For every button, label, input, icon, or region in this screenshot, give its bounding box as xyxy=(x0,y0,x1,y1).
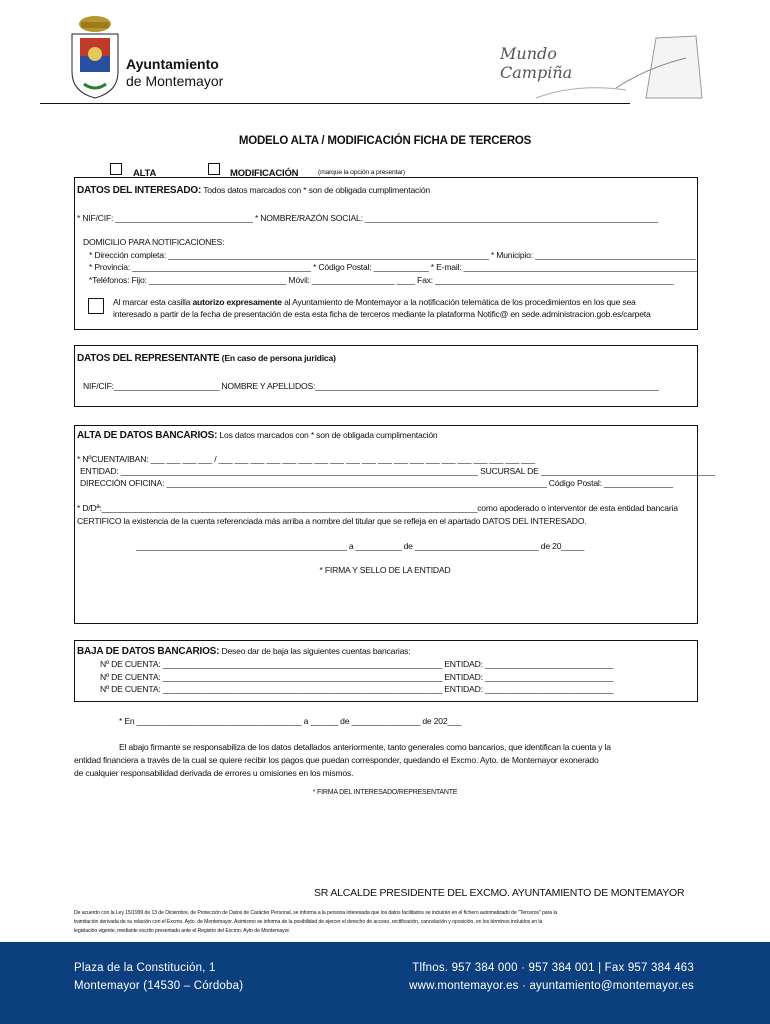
footer-phones: Tlfnos. 957 384 000 · 957 384 001 | Fax 957 384 463 xyxy=(412,962,694,974)
alta-label: ALTA xyxy=(133,168,157,179)
bancarios-firma: * FIRMA Y SELLO DE LA ENTIDAD xyxy=(319,565,451,575)
representante-heading: DATOS DEL REPRESENTANTE xyxy=(77,353,220,364)
coat-of-arms-logo xyxy=(66,14,124,100)
modificacion-label: MODIFICACIÓN xyxy=(230,168,299,179)
representante-heading-note: (En caso de persona jurídica) xyxy=(221,353,336,363)
dd-line[interactable]: * D/Dª:__________________________________________________________________________________como apoderado o interventor de esta entidad bancaria xyxy=(77,503,678,513)
legal-line-3: legislación vigente, mediante escrito presentado ante el Registro del Excmo. Ayto de Montemayor. xyxy=(74,928,291,934)
declaracion-p2: entidad financiera a través de la cual se quiere recibir los pagos que puedan corresponder, quedando el Excmo. Ayto. de Montemayor exonerado xyxy=(74,755,599,765)
baja-heading-note: Deseo dar de baja las siguientes cuentas bancarias: xyxy=(221,646,411,656)
notificacion-text-pre: Al marcar esta casilla xyxy=(113,297,193,307)
direccion-oficina-line[interactable]: DIRECCIÓN OFICINA: ___________________________________________________________________________________ Código Postal: _______________ xyxy=(80,478,673,488)
bancarios-fecha-line[interactable]: ______________________________________________ a __________ de ___________________________ de 20_____ xyxy=(136,541,585,551)
legal-line-2: tramitación derivada de su relación con el Excmo. Ayto. de Montemayor. Asimismo se informa de la posibilidad de ejercer el derecho de acceso, rectificación, cancelación y oposición, en los términos incluidos en la xyxy=(74,919,543,925)
form-title: MODELO ALTA / MODIFICACIÓN FICHA DE TERCEROS xyxy=(238,135,532,147)
notificacion-line1 xyxy=(113,297,636,307)
baja-heading: BAJA DE DATOS BANCARIOS: xyxy=(77,646,220,657)
lugar-fecha-line[interactable]: * En ____________________________________ a ______ de _______________ de 202___ xyxy=(119,716,462,726)
entidad-line[interactable]: ENTIDAD: ______________________________________________________________________________ SUCURSAL DE ______________________________________ xyxy=(80,466,715,476)
interesado-firma: * FIRMA DEL INTERESADO/REPRESENTANTE xyxy=(312,789,458,796)
baja-cuenta-row-1[interactable]: Nº DE CUENTA: _____________________________________________________________ ENTIDAD: ____________________________ xyxy=(100,659,614,669)
modificacion-checkbox[interactable] xyxy=(208,163,220,175)
nif-nombre-line[interactable]: * NIF/CIF: ______________________________ * NOMBRE/RAZÓN SOCIAL: ________________________________________________________________ xyxy=(77,213,659,223)
provincia-line[interactable]: * Provincia: _______________________________________ * Código Postal: ____________ * E-mail: ___________________________________________________ xyxy=(89,262,698,272)
domicilio-heading: DOMICILIO PARA NOTIFICACIONES: xyxy=(83,237,225,247)
legal-line-1: De acuerdo con la Ley 15/1999 de 13 de Diciembre, de Protección de Datos de Carácter Personal, se informa a la persona interesada que los datos facilitados se incluirán en el fichero automatizado de "Terceros" para la xyxy=(74,910,558,916)
option-hint: (marque la opción a presentar) xyxy=(318,169,405,176)
org-name-line1: Ayuntamiento xyxy=(126,56,219,72)
org-name-line2: de Montemayor xyxy=(126,73,224,89)
footer-bar xyxy=(0,942,770,1024)
telefonos-line[interactable]: *Teléfonos: Fijo: ______________________________ Móvil: __________________ ____ Fax: ____________________________________________________ xyxy=(89,275,674,285)
notificacion-line2: interesado a partir de la fecha de presentación de esta esta ficha de terceros mediante la plataforma Notific@ en sede.administracion.gob.es/carpeta xyxy=(113,309,651,319)
iban-line[interactable]: * NºCUENTA/IBAN: ___ ___ ___ ___ / ___ ___ ___ ___ ___ ___ ___ ___ ___ ___ ___ ___ ___ ___ ___ ___ ___ ___ ___ ___ xyxy=(77,454,536,464)
destinatario: SR ALCALDE PRESIDENTE DEL EXCMO. AYUNTAMIENTO DE MONTEMAYOR xyxy=(314,887,685,899)
notificacion-text-post: al Ayuntamiento de Montemayor a la notificación telemática de los procedimientos en los que sea xyxy=(281,297,636,307)
bancarios-heading-row xyxy=(77,430,438,441)
certifico-line: CERTIFICO la existencia de la cuenta referenciada más arriba a nombre del titular que se refleja en el apartado DATOS DEL INTERESADO. xyxy=(77,516,587,526)
interesado-heading-row xyxy=(77,185,430,196)
representante-line[interactable]: NIF/CIF:_______________________ NOMBRE Y APELLIDOS:___________________________________________________________________________ xyxy=(83,381,659,391)
declaracion-p3: de cualquier responsabilidad derivada de errores u omisiones en los mismos. xyxy=(74,768,354,778)
legal-text xyxy=(74,909,698,936)
representante-heading-row xyxy=(77,353,336,364)
notificacion-checkbox[interactable] xyxy=(88,298,104,314)
declaracion-p1: El abajo firmante se responsabiliza de los datos detallados anteriormente, tanto generales como bancarios, que identifican la cuenta y la xyxy=(119,742,611,752)
bancarios-heading-note: Los datos marcados con * son de obligada cumplimentación xyxy=(219,430,438,440)
interesado-heading-note: Todos datos marcados con * son de obligada cumplimentación xyxy=(203,185,430,195)
baja-cuenta-row-2[interactable]: Nº DE CUENTA: _____________________________________________________________ ENTIDAD: ____________________________ xyxy=(100,672,614,682)
baja-heading-row xyxy=(77,646,410,657)
header-divider xyxy=(40,103,630,104)
footer-address-2: Montemayor (14530 – Córdoba) xyxy=(74,980,244,992)
direccion-line[interactable]: * Dirección completa: ______________________________________________________________________ * Municipio: ___________________________________ xyxy=(89,250,696,260)
footer-address-1: Plaza de la Constitución, 1 xyxy=(74,962,216,974)
notificacion-text-bold: autorizo expresamente xyxy=(192,297,282,307)
alta-checkbox[interactable] xyxy=(110,163,122,175)
campina-logo-text: Mundo Campiña xyxy=(500,44,573,82)
footer-web[interactable]: www.montemayor.es · ayuntamiento@montemayor.es xyxy=(409,980,694,992)
baja-cuenta-row-3[interactable]: Nº DE CUENTA: _____________________________________________________________ ENTIDAD: ____________________________ xyxy=(100,684,614,694)
interesado-heading: DATOS DEL INTERESADO: xyxy=(77,185,202,196)
bancarios-heading: ALTA DE DATOS BANCARIOS: xyxy=(77,430,218,441)
